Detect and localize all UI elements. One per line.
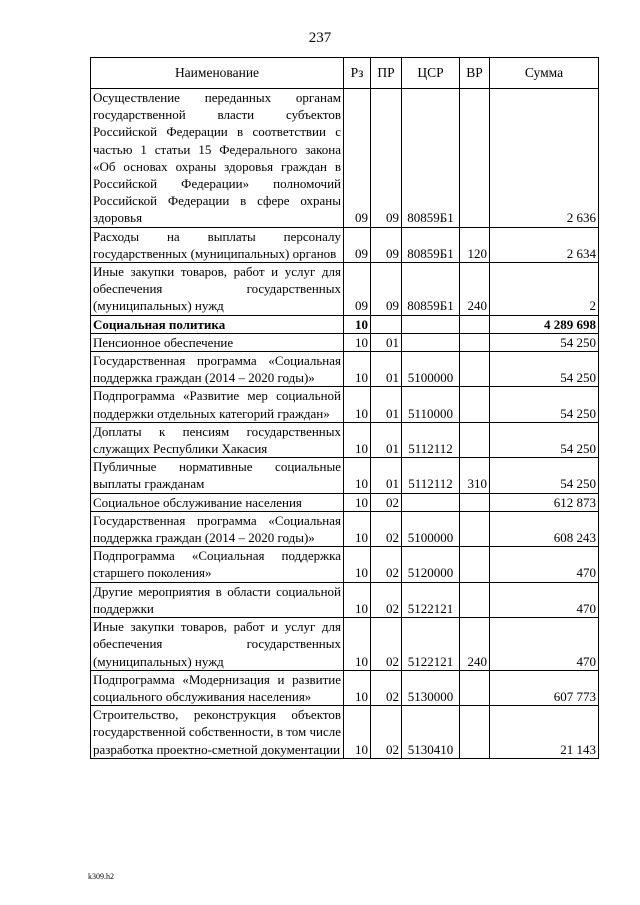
row-pr: 02 (371, 547, 402, 582)
row-name: Государственная программа «Социальная поддержка граждан (2014 – 2020 годы)» (91, 511, 344, 546)
row-name: Другие мероприятия в области социальной поддержки (91, 582, 344, 617)
row-sum: 2 636 (490, 89, 599, 228)
row-pr: 01 (371, 422, 402, 457)
row-pr: 09 (371, 227, 402, 262)
row-rz: 10 (344, 511, 371, 546)
row-name: Социальная политика (91, 315, 344, 333)
row-sum: 54 250 (490, 387, 599, 422)
row-vr (460, 582, 490, 617)
row-rz: 10 (344, 547, 371, 582)
row-sum: 54 250 (490, 458, 599, 493)
row-sum: 607 773 (490, 670, 599, 705)
table-row (91, 352, 599, 387)
row-csr: 5130000 (402, 670, 460, 705)
row-rz: 10 (344, 422, 371, 457)
row-pr: 09 (371, 263, 402, 316)
row-sum: 54 250 (490, 352, 599, 387)
row-vr (460, 511, 490, 546)
row-pr: 01 (371, 458, 402, 493)
row-rz: 10 (344, 618, 371, 671)
header-rz: Рз (344, 58, 371, 89)
row-vr (460, 706, 490, 759)
row-csr (402, 315, 460, 333)
row-pr: 02 (371, 706, 402, 759)
row-csr: 5112112 (402, 458, 460, 493)
row-pr: 01 (371, 352, 402, 387)
row-rz: 10 (344, 333, 371, 351)
table-row (91, 387, 599, 422)
row-name: Публичные нормативные социальные выплаты гражданам (91, 458, 344, 493)
row-rz: 10 (344, 352, 371, 387)
row-name: Подпрограмма «Развитие мер социальной поддержки отдельных категорий граждан» (91, 387, 344, 422)
row-name: Доплаты к пенсиям государственных служащих Республики Хакасия (91, 422, 344, 457)
row-pr: 02 (371, 511, 402, 546)
row-csr (402, 493, 460, 511)
page-number: 237 (308, 30, 332, 46)
row-vr: 240 (460, 263, 490, 316)
row-name: Иные закупки товаров, работ и услуг для обеспечения государственных (муниципальных) нужд (91, 263, 344, 316)
row-sum: 21 143 (490, 706, 599, 759)
row-vr (460, 547, 490, 582)
row-name: Подпрограмма «Модернизация и развитие социального обслуживания населения» (91, 670, 344, 705)
header-name: Наименование (91, 58, 344, 89)
row-vr (460, 89, 490, 228)
row-rz: 09 (344, 227, 371, 262)
row-csr: 5120000 (402, 547, 460, 582)
header-vr: ВР (460, 58, 490, 89)
row-name: Пенсионное обеспечение (91, 333, 344, 351)
table-row (91, 618, 599, 671)
table-row (91, 315, 599, 333)
row-pr: 02 (371, 493, 402, 511)
row-rz: 10 (344, 387, 371, 422)
row-sum: 4 289 698 (490, 315, 599, 333)
row-vr (460, 670, 490, 705)
row-name: Осуществление переданных органам государственной власти субъектов Российской Федерации в соответствии с частью 1 статьи 15 Федерального закона «Об основах охраны здоровья граждан в Российской Федерации» полномочий Российской Федерации в сфере охраны здоровья (91, 89, 344, 228)
header-csr: ЦСР (402, 58, 460, 89)
table-row (91, 582, 599, 617)
document-code: k309.h2 (88, 872, 114, 881)
header-sum: Сумма (490, 58, 599, 89)
row-csr: 80859Б1 (402, 263, 460, 316)
row-sum: 608 243 (490, 511, 599, 546)
row-rz: 10 (344, 706, 371, 759)
row-pr: 02 (371, 582, 402, 617)
table-header-row (91, 58, 599, 89)
row-name: Социальное обслуживание населения (91, 493, 344, 511)
row-sum: 612 873 (490, 493, 599, 511)
row-rz: 10 (344, 458, 371, 493)
row-vr (460, 352, 490, 387)
row-sum: 470 (490, 618, 599, 671)
table-row (91, 458, 599, 493)
row-csr (402, 333, 460, 351)
table-body (91, 89, 599, 759)
row-vr: 310 (460, 458, 490, 493)
table-row (91, 670, 599, 705)
row-csr: 5122121 (402, 582, 460, 617)
row-vr (460, 422, 490, 457)
row-sum: 470 (490, 582, 599, 617)
row-name: Подпрограмма «Социальная поддержка старшего поколения» (91, 547, 344, 582)
row-pr (371, 315, 402, 333)
row-name: Строительство, реконструкция объектов государственной собственности, в том числе разработка проектно-сметной документации (91, 706, 344, 759)
row-csr: 5130410 (402, 706, 460, 759)
table-row (91, 333, 599, 351)
row-pr: 02 (371, 670, 402, 705)
table-row (91, 227, 599, 262)
row-sum: 470 (490, 547, 599, 582)
row-rz: 10 (344, 582, 371, 617)
row-csr: 5112112 (402, 422, 460, 457)
row-name: Иные закупки товаров, работ и услуг для обеспечения государственных (муниципальных) нужд (91, 618, 344, 671)
table-row (91, 493, 599, 511)
table-row (91, 422, 599, 457)
row-sum: 2 (490, 263, 599, 316)
row-csr: 80859Б1 (402, 227, 460, 262)
row-name: Государственная программа «Социальная поддержка граждан (2014 – 2020 годы)» (91, 352, 344, 387)
row-csr: 80859Б1 (402, 89, 460, 228)
table-row (91, 547, 599, 582)
row-pr: 09 (371, 89, 402, 228)
row-rz: 10 (344, 670, 371, 705)
budget-table (90, 57, 599, 759)
header-pr: ПР (371, 58, 402, 89)
row-csr: 5100000 (402, 511, 460, 546)
table-row (91, 706, 599, 759)
row-pr: 01 (371, 387, 402, 422)
row-rz: 09 (344, 89, 371, 228)
row-vr (460, 315, 490, 333)
row-vr (460, 493, 490, 511)
row-csr: 5122121 (402, 618, 460, 671)
row-sum: 54 250 (490, 333, 599, 351)
row-vr: 240 (460, 618, 490, 671)
table-row (91, 263, 599, 316)
table-row (91, 89, 599, 228)
row-rz: 10 (344, 315, 371, 333)
row-pr: 02 (371, 618, 402, 671)
row-name: Расходы на выплаты персоналу государственных (муниципальных) органов (91, 227, 344, 262)
row-vr: 120 (460, 227, 490, 262)
row-sum: 2 634 (490, 227, 599, 262)
row-csr: 5100000 (402, 352, 460, 387)
row-rz: 09 (344, 263, 371, 316)
row-pr: 01 (371, 333, 402, 351)
table-row (91, 511, 599, 546)
row-vr (460, 387, 490, 422)
row-vr (460, 333, 490, 351)
row-csr: 5110000 (402, 387, 460, 422)
row-sum: 54 250 (490, 422, 599, 457)
row-rz: 10 (344, 493, 371, 511)
